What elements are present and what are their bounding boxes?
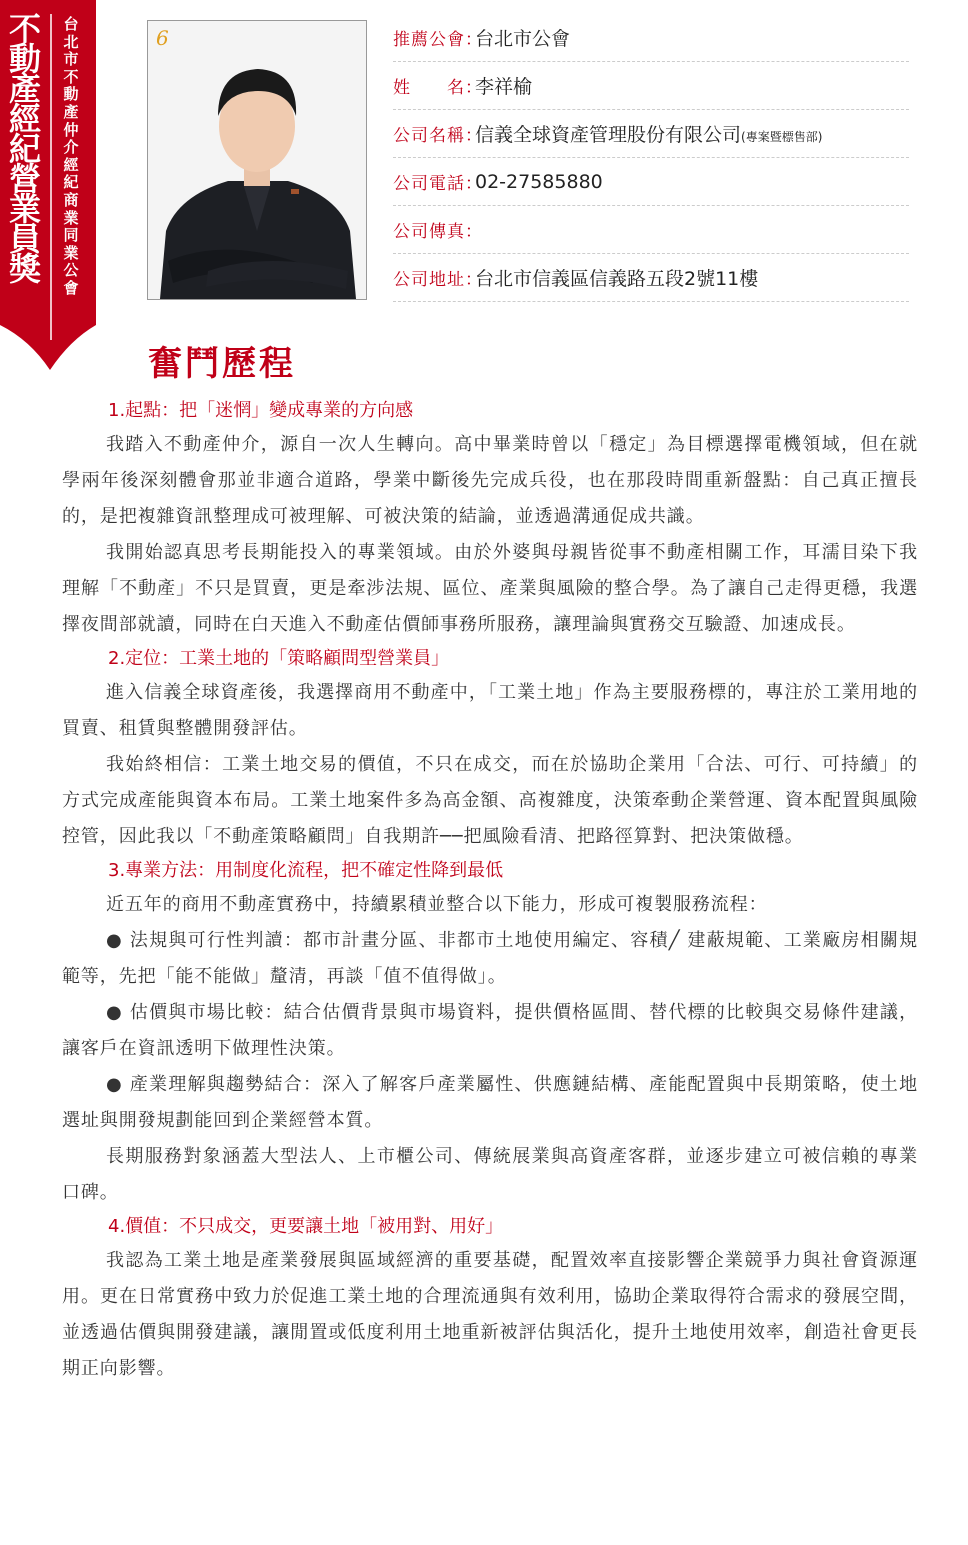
company-label: 公司名稱：	[393, 126, 483, 146]
paragraph: 我始終相信：工業土地交易的價值，不只在成交，而在於協助企業用「合法、可行、可持續」的方式完成產能與資本布局。工業土地案件多為高金額、高複雜度，決策牽動企業營運、資本配置與風險控管，因此我以「不動產策略顧問」自我期許──把風險看清、把路徑算對、把決策做穩。	[62, 754, 918, 847]
paragraph: 我踏入不動產仲介，源自一次人生轉向。高中畢業時曾以「穩定」為目標選擇電機領域，但在就學兩年後深刻體會那並非適合道路，學業中斷後先完成兵役，也在那段時間重新盤點：自己真正擅長的，是把複雜資訊整理成可被理解、可被決策的結論，並透過溝通促成共識。	[62, 434, 918, 527]
association-title: 台北市不動產仲介經紀商業同業公會	[63, 15, 79, 297]
phone-label: 公司電話：	[393, 174, 483, 194]
section-title: 奮鬥歷程	[148, 344, 296, 384]
name-value: 李祥榆	[475, 76, 533, 98]
address-row	[393, 254, 909, 302]
profile-photo	[147, 20, 367, 300]
phone-row	[393, 158, 909, 206]
company-value	[475, 120, 822, 147]
address-value: 台北市信義區信義路五段2號11樓	[475, 268, 759, 290]
company-note: (專案暨標售部)	[741, 130, 823, 144]
bullet-icon: ●	[106, 1074, 130, 1095]
section-heading: 3.專業方法：用制度化流程，把不確定性降到最低	[108, 860, 504, 881]
section-heading: 1.起點：把「迷惘」變成專業的方向感	[108, 400, 414, 421]
bullet-icon: ●	[106, 1002, 130, 1023]
address-label: 公司地址：	[393, 270, 483, 290]
paragraph: 我開始認真思考長期能投入的專業領域。由於外婆與母親皆從事不動產相關工作，耳濡目染下我理解「不動產」不只是買賣，更是牽涉法規、區位、產業與風險的整合學。為了讓自己走得更穩，我選擇夜間部就讀，同時在白天進入不動產估價師事務所服務，讓理論與實務交互驗證、加速成長。	[62, 542, 918, 635]
name-label: 姓 名：	[393, 78, 483, 98]
bullet-text: 估價與市場比較：結合估價背景與市場資料，提供價格區間、替代標的比較與交易條件建議，讓客戶在資訊透明下做理性決策。	[62, 1002, 918, 1059]
company-row	[393, 110, 909, 158]
bullet-text: 法規與可行性判讀：都市計畫分區、非都市土地使用編定、容積╱ 建蔽規範、工業廠房相關規範等，先把「能不能做」釐清，再談「值不值得做」。	[62, 930, 918, 987]
fax-label: 公司傳真：	[393, 222, 483, 242]
story-content	[62, 395, 918, 1387]
association-row	[393, 14, 909, 62]
company-name: 信義全球資產管理股份有限公司	[475, 124, 742, 146]
name-row	[393, 62, 909, 110]
bullet-icon: ●	[106, 930, 130, 951]
association-value: 台北市公會	[475, 28, 571, 50]
paragraph: 進入信義全球資產後，我選擇商用不動產中，「工業土地」作為主要服務標的，專注於工業用地的買賣、租賃與整體開發評估。	[62, 682, 918, 739]
svg-text:6: 6	[156, 26, 169, 50]
profile-info	[393, 14, 909, 302]
award-title: 不動產經紀營業員獎	[8, 10, 41, 288]
paragraph: 長期服務對象涵蓋大型法人、上市櫃公司、傳統展業與高資產客群，並逐步建立可被信賴的專業口碑。	[62, 1146, 918, 1203]
section-heading: 4.價值：不只成交，更要讓土地「被用對、用好」	[108, 1216, 504, 1237]
phone-value: 02-27585880	[475, 170, 603, 193]
bullet-item	[62, 1067, 918, 1139]
bullet-item	[62, 995, 918, 1067]
section-heading: 2.定位：工業土地的「策略顧問型營業員」	[108, 648, 450, 669]
paragraph: 近五年的商用不動產實務中，持續累積並整合以下能力，形成可複製服務流程：	[106, 894, 768, 915]
paragraph: 我認為工業土地是產業發展與區域經濟的重要基礎，配置效率直接影響企業競爭力與社會資源運用。更在日常實務中致力於促進工業土地的合理流通與有效利用，協助企業取得符合需求的發展空間，並透過估價與開發建議，讓閒置或低度利用土地重新被評估與活化，提升土地使用效率，創造社會更長期正向影響。	[62, 1250, 918, 1379]
award-ribbon	[0, 0, 100, 372]
bullet-text: 產業理解與趨勢結合：深入了解客戶產業屬性、供應鏈結構、產能配置與中長期策略，使土地選址與開發規劃能回到企業經營本質。	[62, 1074, 918, 1131]
bullet-item	[62, 923, 918, 995]
association-label: 推薦公會：	[393, 30, 483, 50]
fax-row	[393, 206, 909, 254]
